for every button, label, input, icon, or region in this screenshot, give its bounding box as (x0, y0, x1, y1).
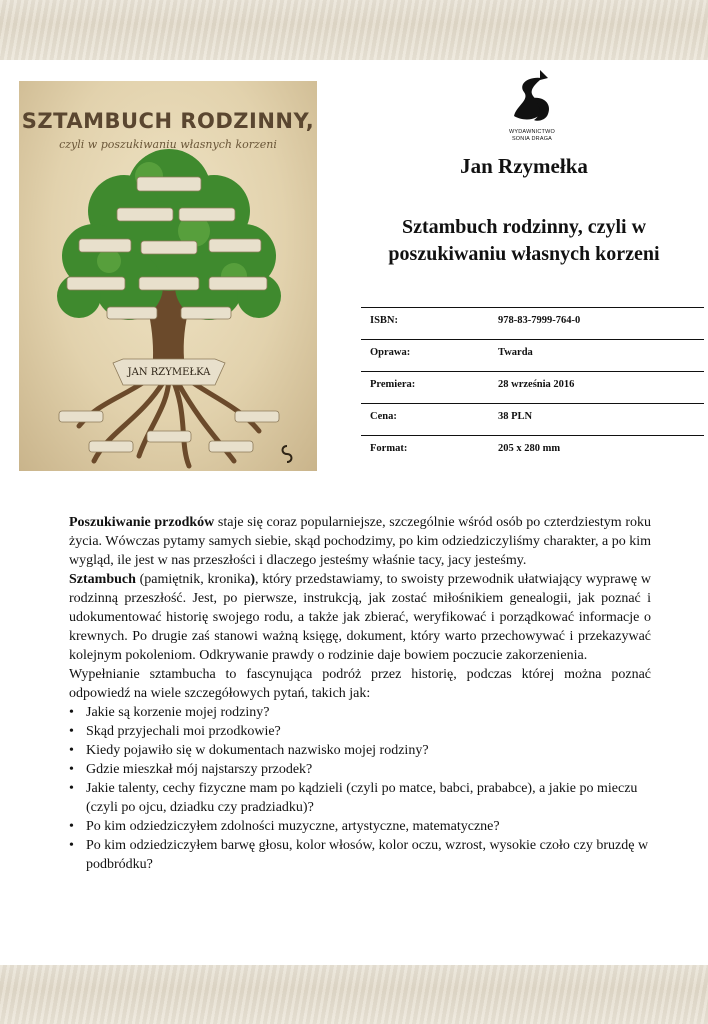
info-row-price (361, 403, 704, 435)
author-name: Jan Rzymełka (460, 154, 588, 178)
description-paragraph-1 (69, 513, 651, 570)
description-bold-lead: Sztambuch (69, 572, 136, 587)
info-value: 978-83-7999-764-0 (498, 315, 581, 326)
description-text: , który przedstawiamy, to swoisty przewodnik ułatwiający wyprawę w rodzinną przeszłość. Jest, po pierwsze, instrukcją, jak zostać miłośnikiem genealogii, jak poznać i udokumentować historię swojego rodu, a także jak zbierać, weryfikować i porządkować informacje o krewnych. Po drugie zaś stanowi ważną księgę, dokument, który warto przechowywać i przekazywać kolejnym pokoleniom. Odkrywanie prawdy o rodzinie daje bowiem poczucie zakorzenienia. (69, 572, 651, 663)
info-value: 28 września 2016 (498, 379, 575, 390)
question-text: Skąd przyjechali moi przodkowie? (86, 724, 281, 739)
list-item (69, 817, 651, 836)
book-title: Sztambuch rodzinny, czyli w poszukiwaniu własnych korzeni (388, 216, 660, 265)
bullet: • (69, 724, 74, 739)
bullet: • (69, 781, 74, 796)
publisher-logo (496, 68, 568, 146)
info-value: Twarda (498, 347, 533, 358)
list-item (69, 722, 651, 741)
list-item (69, 760, 651, 779)
cover-subtitle: czyli w poszukiwaniu własnych korzeni (59, 138, 277, 151)
bullet: • (69, 762, 74, 777)
description-paragraph-2 (69, 570, 651, 665)
info-label: Oprawa: (370, 347, 411, 358)
publisher-logo-line1: WYDAWNICTWO (509, 129, 555, 135)
bullet: • (69, 838, 74, 853)
bottom-paper-band (0, 965, 708, 1024)
bullet: • (69, 705, 74, 720)
publisher-logo-line2: SONIA DRAGA (511, 136, 553, 142)
description-text: (pamiętnik, kronika (135, 572, 251, 587)
questions-list (69, 703, 651, 874)
question-text: Gdzie mieszkał mój najstarszy przodek? (86, 762, 313, 777)
description-text: staje się coraz popularniejsze, szczególnie wśród osób po czterdziestym roku życia. Wówczas pytamy samych siebie, skąd pochodzimy, po kim odziedziczyliśmy charakter, a po kim wygląd, ile jest w nas przeszłości i dlaczego jesteśmy właśnie tacy, jacy jesteśmy. (69, 515, 651, 568)
list-item (69, 741, 651, 760)
book-info-table (361, 307, 704, 467)
description-bold-paren: ) (250, 572, 255, 587)
question-text: Po kim odziedziczyłem barwę głosu, kolor włosów, kolor oczu, wzrost, wysokie czoło czy bruzdę w podbródku? (86, 838, 649, 872)
list-item (69, 836, 651, 874)
info-row-binding (361, 339, 704, 371)
info-value: 38 PLN (498, 411, 533, 422)
info-label: Format: (370, 443, 408, 454)
question-text: Po kim odziedziczyłem zdolności muzyczne, artystyczne, matematyczne? (86, 819, 500, 834)
top-paper-band (0, 0, 708, 60)
info-label: Cena: (370, 411, 397, 422)
question-text: Kiedy pojawiło się w dokumentach nazwisko mojej rodziny? (86, 743, 429, 758)
info-row-format (361, 435, 704, 467)
list-item (69, 779, 651, 817)
info-label: ISBN: (370, 315, 399, 326)
info-label: Premiera: (370, 379, 416, 390)
list-item (69, 703, 651, 722)
description-bold-lead: Poszukiwanie przodków (69, 515, 215, 530)
publisher-mark-icon (510, 68, 554, 124)
bullet: • (69, 819, 74, 834)
info-value: 205 x 280 mm (498, 443, 561, 454)
question-text: Jakie są korzenie mojej rodziny? (86, 705, 270, 720)
book-description (69, 513, 651, 874)
bullet: • (69, 743, 74, 758)
info-row-isbn (361, 307, 704, 339)
book-cover-image (19, 81, 317, 471)
info-row-release (361, 371, 704, 403)
cover-author: JAN RZYMEŁKA (127, 367, 211, 378)
description-paragraph-3: Wypełnianie sztambucha to fascynująca podróż przez historię, podczas której można poznać odpowiedź na wiele szczegółowych pytań, takich jak: (69, 667, 651, 701)
cover-title: SZTAMBUCH RODZINNY, (21, 109, 315, 133)
question-text: Jakie talenty, cechy fizyczne mam po kądzieli (czyli po matce, babci, prababce), a jakie po mieczu (czyli po ojcu, dziadku czy pradziadku)? (86, 781, 638, 815)
